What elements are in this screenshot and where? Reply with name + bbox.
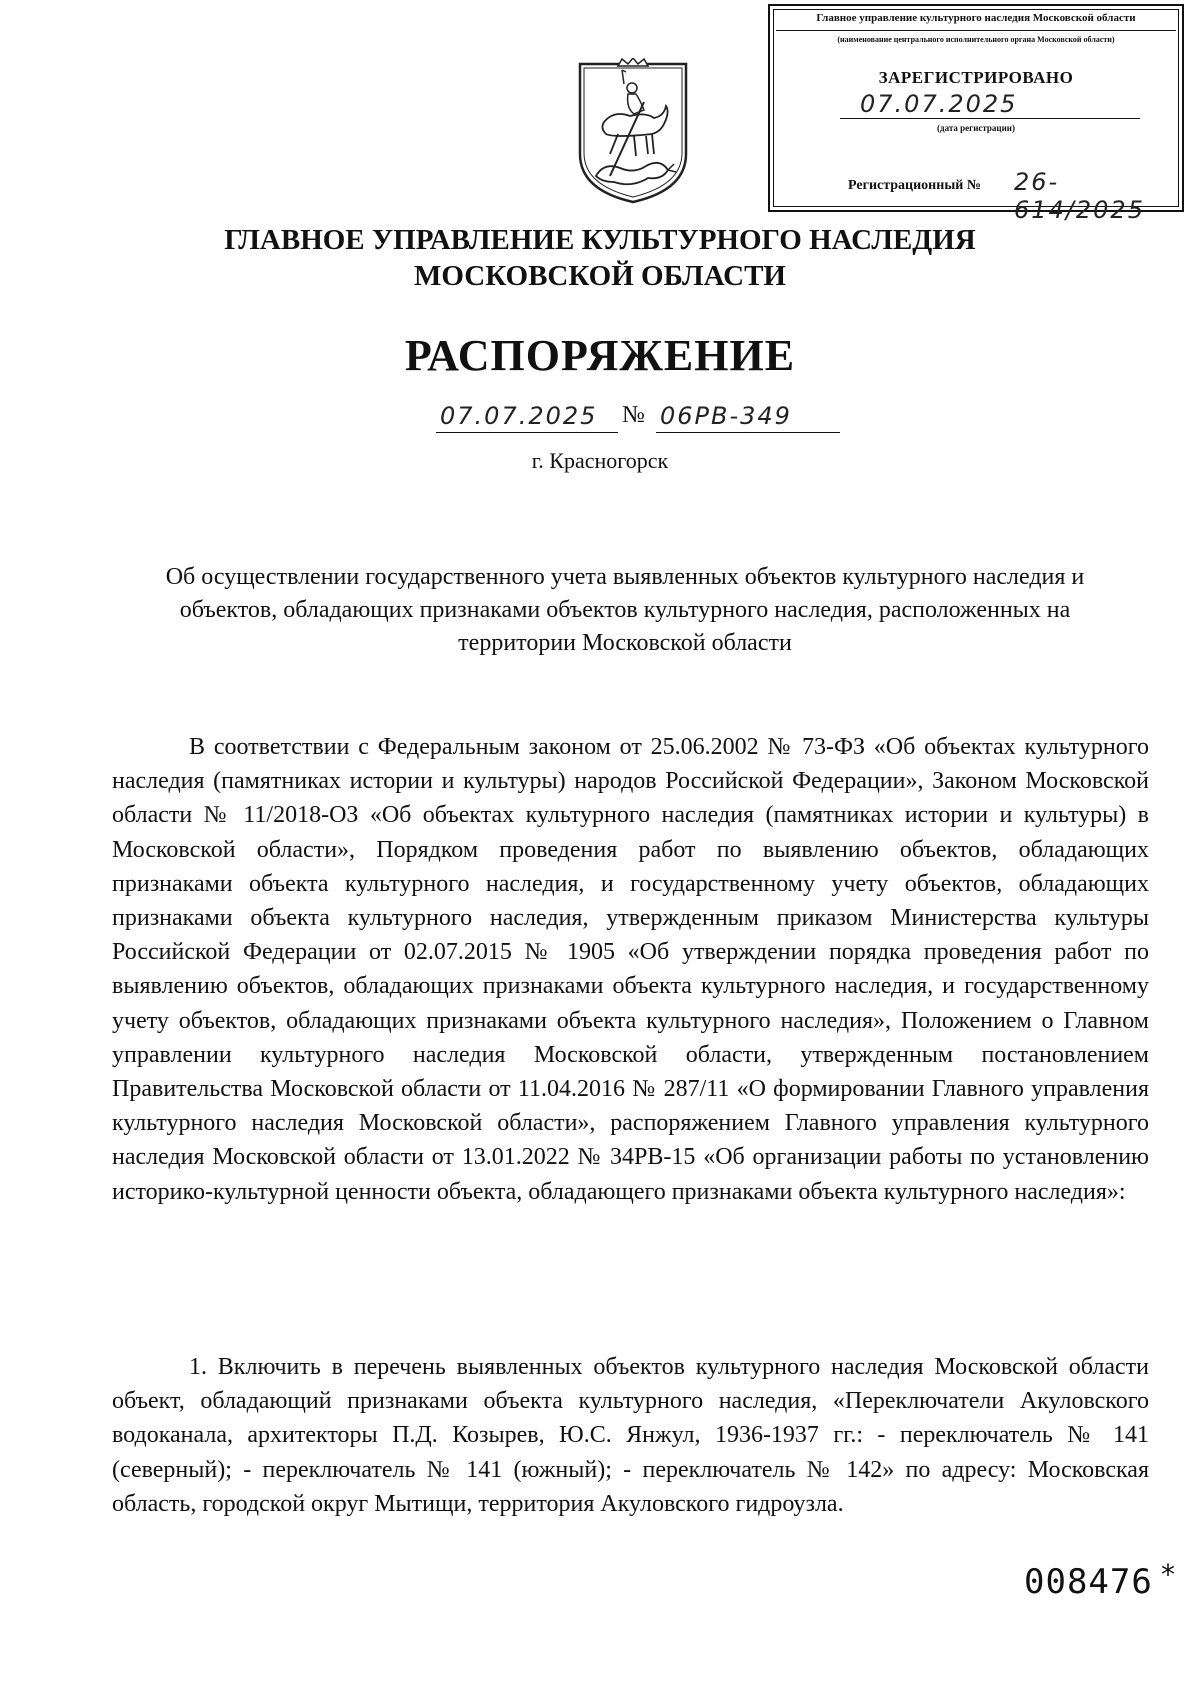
body-paragraph-1: В соответствии с Федеральным законом от 25.06.2002 № 73-ФЗ «Об объектах культурного наследия (памятниках истории и культуры) народов Российской Федерации», Законом Московской области № 11/2018-ОЗ «Об объектах культурного наследия (памятниках истории и культуры) в Московской области», Порядком проведения работ по выявлению объектов, обладающих признаками объекта культурного наследия, и государственному учету объектов, обладающих признаками объекта культурного наследия, утвержденным приказом Министерства культуры Российской Федерации от 02.07.2015 № 1905 «Об утверждении порядка проведения работ по выявлению объектов, обладающих признаками объекта культурного наследия, и государственному учету объектов, обладающих признаками объекта культурного наследия», Положением о Главном управлении культурного наследия Московской области, утвержденным постановлением Правительства Московской области от 11.04.2016 № 287/11 «О формировании Главного управления культурного наследия Московской области», распоряжением Главного управления культурного наследия Московской области от 13.01.2022 № 34РВ-15 «Об организации работы по установлению историко-культурной ценности объекта, обладающего признаками объекта культурного наследия»: bbox=[112, 734, 1149, 1205]
serial-mark: * bbox=[1161, 1558, 1175, 1591]
order-number: 06РВ-349 bbox=[660, 402, 792, 430]
order-title: РАСПОРЯЖЕНИЕ bbox=[404, 331, 796, 380]
stamp-registration-number: 26-614/2025 bbox=[1014, 168, 1145, 224]
order-date-line bbox=[436, 404, 618, 433]
stamp-number-label: Регистрационный № bbox=[848, 178, 981, 193]
form-serial-number: 008476 bbox=[1024, 1562, 1153, 1602]
org-title-line2: МОСКОВСКОЙ ОБЛАСТИ bbox=[413, 260, 786, 292]
body-paragraph-2: 1. Включить в перечень выявленных объектов культурного наследия Московской области объект, обладающий признаками объекта культурного наследия, «Переключатели Акуловского водоканала, архитекторы П.Д. Козырев, Ю.С. Янжул, 1936-1937 гг.: - переключатель № 141 (северный); - переключатель № 141 (южный); - переключатель № 142» по адресу: Московская область, городской округ Мытищи, территория Акуловского гидроузла. bbox=[112, 1354, 1149, 1517]
moscow-oblast-coat-of-arms-icon bbox=[574, 58, 692, 206]
order-date: 07.07.2025 bbox=[440, 402, 598, 430]
stamp-date-caption: (дата регистрации) bbox=[937, 123, 1015, 133]
org-title-line1: ГЛАВНОЕ УПРАВЛЕНИЕ КУЛЬТУРНОГО НАСЛЕДИЯ bbox=[224, 224, 976, 256]
order-city: г. Красногорск bbox=[531, 448, 669, 473]
stamp-date-line bbox=[840, 88, 1140, 119]
registration-stamp bbox=[768, 4, 1184, 224]
stamp-registered-label: ЗАРЕГИСТРИРОВАНО bbox=[878, 68, 1074, 87]
order-subject: Об осуществлении государственного учета выявленных объектов культурного наследия и объектов, обладающих признаками объектов культурного наследия, расположенных на территории Московской области bbox=[165, 564, 1085, 656]
stamp-org-name: Главное управление культурного наследия Московской области bbox=[816, 12, 1136, 24]
stamp-divider bbox=[776, 30, 1176, 31]
order-number-line bbox=[656, 404, 840, 433]
order-number-sign: № bbox=[622, 402, 645, 428]
stamp-org-caption: (наименование центрального исполнительного органа Московской области) bbox=[837, 35, 1115, 44]
stamp-registration-date: 07.07.2025 bbox=[860, 90, 1018, 118]
